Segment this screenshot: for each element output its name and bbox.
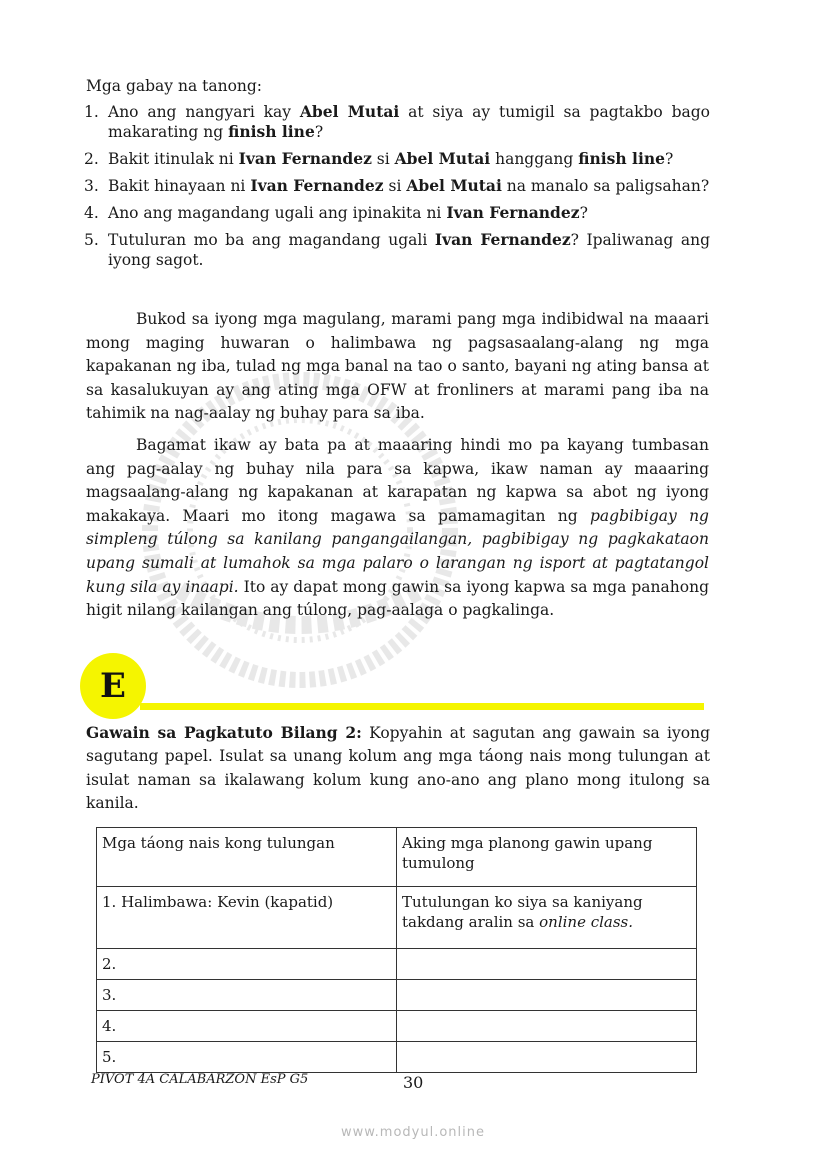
table-cell: 5.	[97, 1042, 397, 1073]
table-row	[97, 1042, 697, 1073]
body-paragraph-1: Bukod sa iyong mga magulang, marami pang mga indibidwal na maaari mong maging huwaran o halimbawa ng pagsasaalang-alang ng mga kapakanan ng iba, tulad ng mga banal na tao o santo, bayani ng ating bansa at sa kasalukuyan ay ang ating mga OFW at fronliners at marami pang iba na tahimik na nag-aalay ng buhay para sa iba.	[86, 310, 709, 423]
page-number: 30	[403, 1073, 424, 1092]
table-row	[97, 949, 697, 980]
list-item: 1. Ano ang nangyari kay Abel Mutai at siya ay tumigil sa pagtakbo bago makarating ng finish line?	[84, 102, 710, 141]
activity-instructions: Gawain sa Pagkatuto Bilang 2: Kopyahin at sagutan ang gawain sa iyong sagutang papel. Isulat sa unang kolum ang mga táong nais mong tulungan at isulat naman sa ikalawang kolum kung ano-ano ang plano mong itulong sa kanila.	[86, 723, 710, 813]
list-item: 5. Tutuluran mo ba ang magandang ugali Ivan Fernandez? Ipaliwanag ang iyong sagot.	[84, 230, 711, 269]
section-divider	[140, 703, 704, 710]
table-cell: 4.	[97, 1011, 397, 1042]
table-cell	[397, 949, 697, 980]
table-cell: 1. Halimbawa: Kevin (kapatid)	[97, 887, 397, 949]
plan-table	[96, 827, 697, 1073]
footer-course-label: PIVOT 4A CALABARZON EsP G5	[91, 1072, 309, 1087]
table-row	[97, 1011, 697, 1042]
table-cell	[397, 980, 697, 1011]
table-cell: Tutulungan ko siya sa kaniyang takdang aralin sa online class.	[397, 887, 697, 949]
section-badge: E	[80, 653, 146, 719]
body-paragraph-2: Bagamat ikaw ay bata pa at maaaring hindi mo pa kayang tumbasan ang pag-aalay ng buhay nila para sa kapwa, ikaw naman ay maaaring magsaalang-alang ng kapakanan at karapatan ng kapwa sa abot ng iyong makakaya. Maari mo itong magawa sa pamamagitan ng pagbibigay ng simpleng túlong sa kanilang pangangailangan, pagbibigay ng pagkakataon upang sumali at lumahok sa mga palaro o larangan ng isport at pagtatangol kung sila ay inaapi. Ito ay dapat mong gawin sa iyong kapwa sa mga panahong higit nilang kailangan ang túlong, pag-aalaga o pagkalinga.	[86, 436, 709, 620]
guide-questions-title: Mga gabay na tanong:	[86, 77, 263, 95]
table-header-cell: Mga táong nais kong tulungan	[97, 828, 397, 887]
list-item: 4. Ano ang magandang ugali ang ipinakita ni Ivan Fernandez?	[84, 203, 588, 222]
list-item: 3. Bakit hinayaan ni Ivan Fernandez si Abel Mutai na manalo sa paligsahan?	[84, 176, 710, 195]
activity-label: Gawain sa Pagkatuto Bilang 2:	[86, 723, 362, 742]
table-cell	[397, 1011, 697, 1042]
table-cell: 3.	[97, 980, 397, 1011]
table-row	[97, 980, 697, 1011]
table-cell: 2.	[97, 949, 397, 980]
guide-questions-list	[84, 102, 710, 277]
table-row	[97, 887, 697, 949]
table-header-row	[97, 828, 697, 887]
table-cell	[397, 1042, 697, 1073]
list-item: 2. Bakit itinulak ni Ivan Fernandez si Abel Mutai hanggang finish line?	[84, 149, 674, 168]
website-watermark: www.modyul.online	[340, 1125, 486, 1140]
table-header-cell: Aking mga planong gawin upang tumulong	[397, 828, 697, 887]
